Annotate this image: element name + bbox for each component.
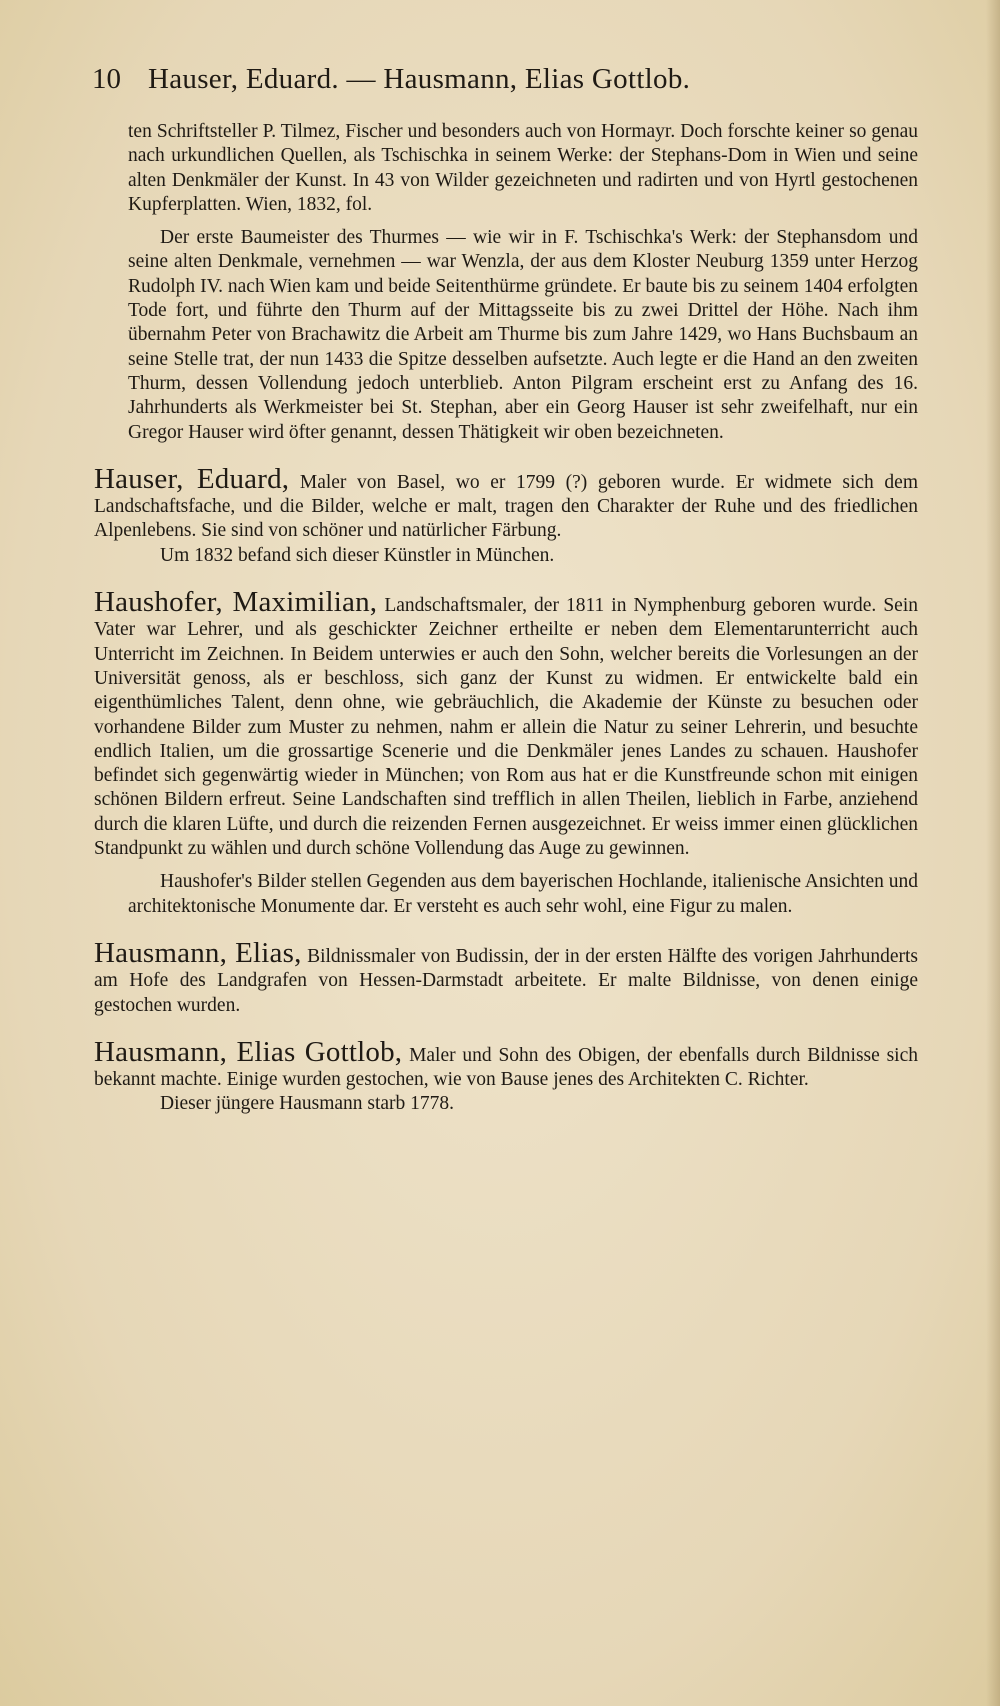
entry-hauser-eduard xyxy=(94,462,919,568)
entry-text xyxy=(94,1035,919,1093)
entry-name: Hausmann, Elias Gottlob, xyxy=(94,1035,403,1068)
entry-description: Maler von Basel, wo er 1799 (?) geboren wurde. Er widmete sich dem Landschaftsfache, und die Bilder, welche er malt, tragen den Charakter der Ruhe und des friedlichen Alpenlebens. Sie sind von schöner und natürlicher Färbung. xyxy=(94,471,919,542)
entry-extra-paragraph: Dieser jüngere Hausmann starb 1778. xyxy=(160,1093,455,1115)
continuation-paragraph: ten Schriftsteller P. Tilmez, Fischer und besonders auch von Hormayr. Doch forschte keiner so genau nach urkundlichen Quellen, als Tschischka in seinem Werke: der Stephans-Dom in Wien und seine alten Denkmäler der Kunst. In 43 von Wilder gezeichneten und radirten und von Hyrtl gestochenen Kupferplatten. Wien, 1832, fol. xyxy=(128,121,918,215)
entry-name: Hauser, Eduard, xyxy=(94,462,290,495)
entry-name: Haushofer, Maximilian, xyxy=(94,586,378,619)
running-header xyxy=(92,60,892,98)
entry-description: Landschaftsmaler, der 1811 in Nymphenburg geboren wurde. Sein Vater war Lehrer, und als geschickter Zeichner ertheilte er neben dem Elementarunterricht auch Unterricht im Zeichnen. In Beidem unterwies er auch den Sohn, welcher bereits die Vorlesungen an der Universität genoss, als er beschloss, sich ganz der Kunst zu widmen. Er entwickelte bald ein eigenthümliches Talent, denn ohne, wie gebräuchlich, die Akademie der Künste zu besuchen oder vorhandene Bilder zum Muster zu nehmen, nahm er allein die Natur zu seiner Lehrerin, und besuchte endlich Italien, um die grossartige Scenerie und die Denkmäler jenes Landes zu schauen. Haushofer befindet sich gegenwärtig wieder in München; von Rom aus hat er die Kunstfreunde schon mit einigen schönen Bildern erfreut. Seine Landschaften sind trefflich in allen Theilen, lieblich in Farbe, anziehend durch die klaren Lüfte, und durch die reizenden Fernen ausgezeichnet. Er weiss immer einen glücklichen Standpunkt zu wählen und durch schöne Vollendung das Auge zu gewinnen. xyxy=(94,595,919,860)
entry-description: Bildnissmaler von Budissin, der in der ersten Hälfte des vorigen Jahrhunderts am Hofe des Landgrafen von Hessen-Darmstadt arbeitete. Er malte Bildnisse, von denen einige gestochen wurden. xyxy=(94,945,919,1016)
running-title: Hauser, Eduard. — Hausmann, Elias Gottlob. xyxy=(148,63,691,95)
entry-text xyxy=(94,586,919,861)
page-edge-shadow xyxy=(986,0,1000,1706)
entry-hausmann-elias-gottlob xyxy=(94,1035,919,1117)
continuation-paragraph: Der erste Baumeister des Thurmes — wie wir in F. Tschischka's Werk: der Stephansdom und seine alten Denkmale, vernehmen — war Wenzla, der aus dem Kloster Neuburg 1359 unter Herzog Rudolph IV. nach Wien kam und beide Seitenthürme gründete. Er baute bis zu seinem 1404 erfolgten Tode fort, und führte den Thurm auf der Mittagsseite bis zu zwei Drittel der Höhe. Nach ihm übernahm Peter von Brachawitz die Arbeit am Thurme bis zum Jahre 1429, wo Hans Buchsbaum an seine Stelle trat, der nun 1433 die Spitze desselben aufsetzte. Auch legte er die Hand an den zweiten Thurm, dessen Vollendung jedoch unterblieb. Anton Pilgram erscheint erst zu Anfang des 16. Jahrhunderts als Werkmeister bei St. Stephan, aber ein Georg Hauser ist sehr zweifelhaft, nur ein Gregor Hauser wird öfter genannt, dessen Thätigkeit wir oben bezeichneten. xyxy=(128,227,918,443)
entry-text xyxy=(94,936,919,1018)
entry-extra-paragraph: Um 1832 befand sich dieser Künstler in München. xyxy=(160,544,555,566)
entry-haushofer-maximilian xyxy=(94,586,919,919)
entry-hausmann-elias xyxy=(94,936,919,1018)
entry-extra-paragraph: Haushofer's Bilder stellen Gegenden aus dem bayerischen Hochlande, italienische Ansichten und architektonische Monumente dar. Er versteht es auch sehr wohl, eine Figur zu malen. xyxy=(128,871,918,917)
page-body xyxy=(94,120,919,1117)
entry-name: Hausmann, Elias, xyxy=(94,936,302,969)
entry-text xyxy=(94,462,919,544)
entry-description: Maler und Sohn des Obigen, der ebenfalls durch Bildnisse sich bekannt machte. Einige wurden gestochen, wie von Bause jenes des Architekten C. Richter. xyxy=(94,1044,919,1091)
page-number: 10 xyxy=(92,63,121,95)
